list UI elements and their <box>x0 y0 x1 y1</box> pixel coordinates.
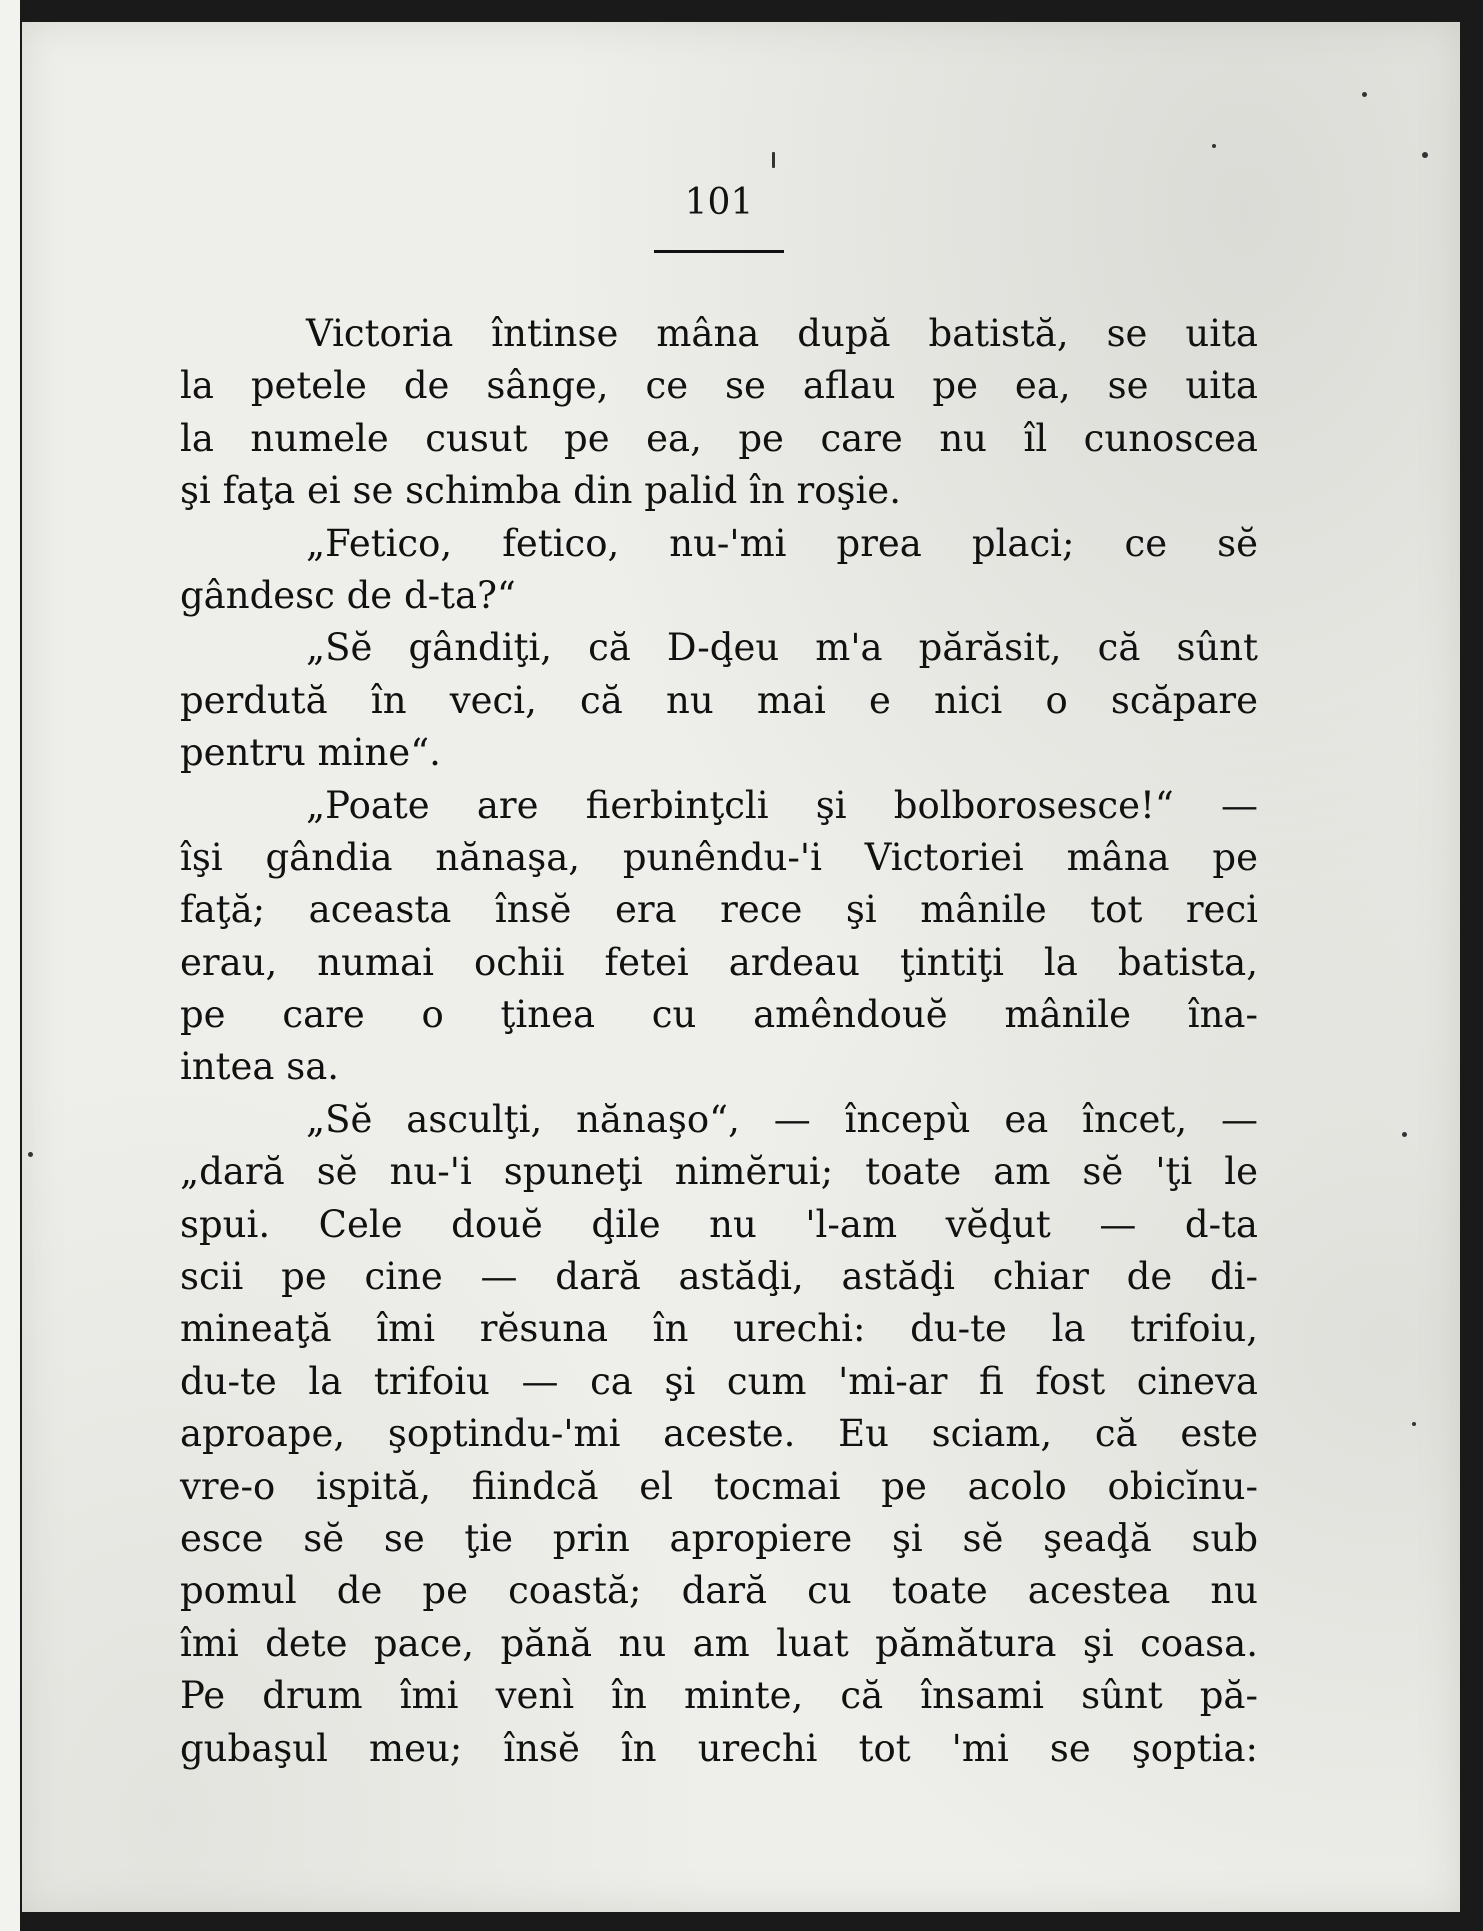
text-line: erau, numai ochii fetei ardeau ţintiţi la batista, <box>180 940 1258 984</box>
text-line: gândesc de d-ta?“ <box>180 573 516 617</box>
book-page <box>22 22 1460 1912</box>
text-line: spui. Cele douĕ ḑile nu 'l-am vĕḑut — d-ta <box>180 1202 1258 1246</box>
text-line: „dară sĕ nu-'i spuneţi nimĕrui; toate am sĕ 'ţi le <box>180 1150 1258 1194</box>
text-line: la numele cusut pe ea, pe care nu îl cunoscea <box>180 416 1258 460</box>
scan-speck <box>28 1152 33 1157</box>
text-line: du-te la trifoiu — ca şi cum 'mi-ar fi fost cineva <box>180 1359 1258 1403</box>
text-line: intea sa. <box>180 1045 340 1089</box>
text-line: „Sĕ gândiţi, că D-ḑeu m'a părăsit, că sûnt <box>306 626 1258 670</box>
text-line: „Fetico, fetico, nu-'mi prea placi; ce sĕ <box>306 521 1258 565</box>
scan-speck <box>1422 152 1428 158</box>
body-text <box>180 308 1258 1775</box>
text-line: perdută în veci, că nu mai e nici o scăpare <box>180 678 1258 722</box>
text-line: esce sĕ se ţie prin apropiere şi sĕ şeaḑă sub <box>180 1516 1258 1560</box>
page-number: 101 <box>684 182 754 223</box>
text-line: faţă; aceasta însĕ era rece şi mânile tot reci <box>180 888 1258 932</box>
text-line: pentru mine“. <box>180 731 441 775</box>
page-number-rule <box>654 250 784 253</box>
text-line: mineaţă îmi rĕsuna în urechi: du-te la trifoiu, <box>180 1307 1258 1351</box>
text-line: îşi gândia nănaşa, punêndu-'i Victoriei mâna pe <box>180 835 1258 879</box>
text-line: „Poate are fierbinţcli şi bolborosesce!“ — <box>306 783 1258 827</box>
scan-speck <box>1412 1422 1416 1426</box>
text-line: gubaşul meu; însĕ în urechi tot 'mi se şoptia: <box>180 1726 1258 1770</box>
text-line: şi faţa ei se schimba din palid în roşie. <box>180 469 901 513</box>
text-line: „Sĕ asculţi, nănaşo“, — începù ea încet, — <box>306 1097 1258 1141</box>
text-line: vre-o ispită, fiindcă el tocmai pe acolo obicĭnu- <box>180 1464 1258 1508</box>
text-line: Pe drum îmi venì în minte, că însami sûnt pă- <box>180 1674 1258 1718</box>
text-line: aproape, şoptindu-'mi aceste. Eu sciam, că este <box>180 1412 1258 1456</box>
text-line: îmi dete pace, pănă nu am luat pămătura şi coasa. <box>180 1621 1258 1665</box>
text-line: pomul de pe coastă; dară cu toate acestea nu <box>180 1569 1258 1613</box>
text-line: scii pe cine — dară astăḑi, astăḑi chiar de di- <box>180 1255 1258 1299</box>
text-line: Victoria întinse mâna după batistă, se uita <box>306 312 1258 355</box>
adjacent-page-edge <box>0 0 20 1931</box>
scan-speck <box>772 152 775 168</box>
scan-speck <box>1362 92 1367 97</box>
text-line: la petele de sânge, ce se aflau pe ea, se uita <box>180 364 1258 408</box>
text-line: pe care o ţinea cu amêndouĕ mânile îna- <box>180 993 1258 1037</box>
scan-speck <box>1212 144 1216 148</box>
scan-speck <box>1402 1132 1407 1137</box>
